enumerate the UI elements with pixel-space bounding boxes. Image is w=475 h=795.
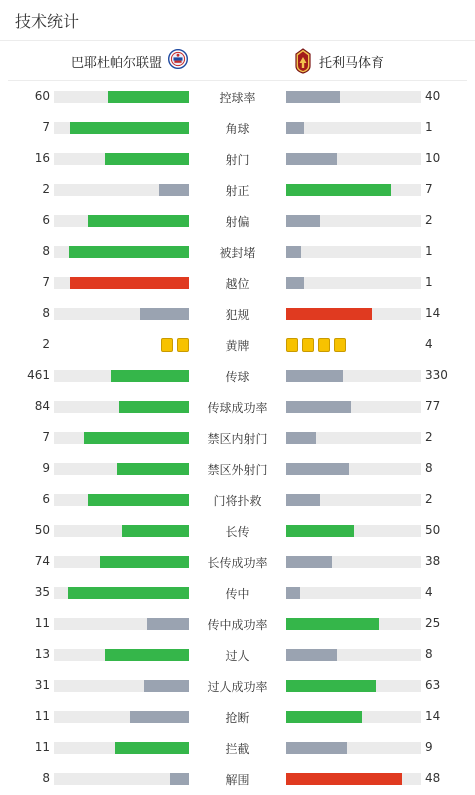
home-bar-fill: [100, 556, 189, 568]
away-team-name[interactable]: 托利马体育: [319, 56, 385, 71]
away-bar-fill: [286, 649, 337, 661]
home-stat-value: 35: [34, 585, 50, 599]
stat-row: [0, 732, 475, 763]
home-stat-value: 7: [42, 275, 50, 289]
stat-label: 控球率: [219, 91, 256, 105]
stat-row: [0, 608, 475, 639]
away-stat-value: 2: [425, 430, 433, 444]
away-bar-track: [286, 215, 421, 227]
home-stat-value: 6: [42, 492, 50, 506]
away-stat-value: 4: [425, 337, 433, 351]
stat-label: 黄牌: [225, 339, 250, 353]
home-stat-value: 8: [42, 771, 50, 785]
stat-label: 犯规: [225, 308, 250, 322]
away-stat-value: 48: [425, 771, 441, 785]
home-stat-value: 13: [34, 647, 50, 661]
stat-row: [0, 515, 475, 546]
away-bar-track: [286, 494, 421, 506]
away-bar-fill: [286, 711, 362, 723]
away-stat-value: 38: [425, 554, 441, 568]
home-bar-fill: [105, 649, 189, 661]
home-bar-track: [54, 122, 189, 134]
home-bar-track: [54, 587, 189, 599]
stat-row: [0, 81, 475, 112]
home-bar-fill: [70, 277, 189, 289]
stat-label: 禁区外射门: [207, 463, 268, 477]
away-stat-value: 8: [425, 647, 433, 661]
away-bar-track: [286, 463, 421, 475]
stat-label: 长传: [225, 525, 250, 539]
home-bar-track: [54, 525, 189, 537]
away-bar-track: [286, 246, 421, 258]
away-bar-fill: [286, 432, 316, 444]
away-bar-fill: [286, 742, 347, 754]
stat-label: 过人: [225, 649, 250, 663]
home-bar-track: [54, 556, 189, 568]
stat-row: [0, 174, 475, 205]
page-title: 技术统计: [15, 12, 80, 31]
home-bar-fill: [84, 432, 189, 444]
home-stat-value: 16: [34, 151, 50, 165]
home-bar-track: [54, 91, 189, 103]
stat-row: [0, 298, 475, 329]
away-bar-fill: [286, 184, 391, 196]
away-bar-fill: [286, 556, 332, 568]
away-bar-fill: [286, 773, 402, 785]
away-bar-track: [286, 556, 421, 568]
away-bar-fill: [286, 215, 320, 227]
home-stat-value: 50: [34, 523, 50, 537]
away-stat-value: 50: [425, 523, 441, 537]
home-bar-track: [54, 184, 189, 196]
away-bar-fill: [286, 246, 301, 258]
away-stat-value: 77: [425, 399, 441, 413]
stat-label: 越位: [225, 277, 250, 291]
stat-label: 抢断: [225, 711, 250, 725]
home-stat-value: 7: [42, 430, 50, 444]
home-bar-track: [54, 401, 189, 413]
home-stat-value: 8: [42, 306, 50, 320]
away-yellow-cards: [286, 338, 346, 351]
stat-row: [0, 639, 475, 670]
home-bar-fill: [68, 587, 190, 599]
away-stat-value: 1: [425, 275, 433, 289]
away-bar-track: [286, 680, 421, 692]
stat-label: 射正: [225, 184, 250, 198]
home-bar-track: [54, 711, 189, 723]
home-stat-value: 31: [34, 678, 50, 692]
divider: [0, 40, 475, 41]
away-bar-track: [286, 649, 421, 661]
stat-label: 角球: [225, 122, 250, 136]
home-stat-value: 84: [34, 399, 50, 413]
away-bar-track: [286, 277, 421, 289]
away-bar-track: [286, 432, 421, 444]
home-bar-track: [54, 649, 189, 661]
home-bar-fill: [119, 401, 189, 413]
away-stat-value: 8: [425, 461, 433, 475]
stat-row: [0, 453, 475, 484]
home-stat-value: 74: [34, 554, 50, 568]
stat-row: [0, 546, 475, 577]
home-bar-fill: [140, 308, 189, 320]
away-bar-fill: [286, 494, 320, 506]
away-bar-fill: [286, 91, 340, 103]
home-stat-value: 11: [34, 616, 50, 630]
away-bar-fill: [286, 525, 354, 537]
home-bar-track: [54, 246, 189, 258]
home-bar-fill: [122, 525, 190, 537]
stat-label: 禁区内射门: [207, 432, 268, 446]
stat-label: 解围: [225, 773, 250, 787]
stat-row: [0, 267, 475, 298]
home-bar-track: [54, 742, 189, 754]
away-bar-track: [286, 153, 421, 165]
home-stat-value: 9: [42, 461, 50, 475]
stat-row: [0, 360, 475, 391]
stat-row: [0, 763, 475, 794]
away-bar-track: [286, 711, 421, 723]
away-bar-fill: [286, 122, 304, 134]
yellow-card-icon: [286, 338, 298, 352]
home-bar-fill: [88, 215, 189, 227]
home-bar-fill: [111, 370, 189, 382]
away-stat-value: 9: [425, 740, 433, 754]
away-stat-value: 14: [425, 709, 441, 723]
away-bar-fill: [286, 463, 349, 475]
home-bar-track: [54, 463, 189, 475]
away-stat-value: 1: [425, 120, 433, 134]
home-bar-track: [54, 432, 189, 444]
home-stat-value: 2: [42, 182, 50, 196]
away-bar-track: [286, 742, 421, 754]
stat-label: 传中成功率: [207, 618, 268, 632]
home-stat-value: 461: [27, 368, 50, 382]
home-bar-fill: [170, 773, 189, 785]
away-stat-value: 10: [425, 151, 441, 165]
away-bar-fill: [286, 587, 300, 599]
away-stat-value: 330: [425, 368, 448, 382]
stat-row: [0, 143, 475, 174]
stat-row: [0, 112, 475, 143]
stat-row: [0, 236, 475, 267]
yellow-card-icon: [177, 338, 189, 352]
stat-label: 射偏: [225, 215, 250, 229]
home-bar-track: [54, 494, 189, 506]
away-bar-track: [286, 308, 421, 320]
away-bar-fill: [286, 618, 379, 630]
stats-list: [0, 81, 475, 794]
away-bar-track: [286, 587, 421, 599]
stat-label: 长传成功率: [207, 556, 268, 570]
yellow-card-icon: [334, 338, 346, 352]
away-bar-track: [286, 618, 421, 630]
away-bar-track: [286, 122, 421, 134]
away-stat-value: 25: [425, 616, 441, 630]
home-yellow-cards: [161, 338, 189, 351]
home-bar-fill: [144, 680, 189, 692]
stat-label: 过人成功率: [207, 680, 268, 694]
home-bar-fill: [105, 153, 189, 165]
home-stat-value: 2: [42, 337, 50, 351]
away-bar-fill: [286, 401, 351, 413]
away-team-crest-icon[interactable]: [293, 48, 313, 74]
stat-row: [0, 205, 475, 236]
team-header: [8, 42, 467, 81]
away-bar-fill: [286, 308, 372, 320]
home-bar-track: [54, 215, 189, 227]
away-bar-fill: [286, 153, 337, 165]
home-bar-fill: [147, 618, 189, 630]
away-stat-value: 1: [425, 244, 433, 258]
away-stat-value: 2: [425, 213, 433, 227]
home-team-name[interactable]: 巴耶杜帕尔联盟: [70, 56, 162, 71]
home-bar-fill: [115, 742, 189, 754]
stat-label: 传中: [225, 587, 250, 601]
away-stat-value: 4: [425, 585, 433, 599]
stat-label: 被封堵: [219, 246, 256, 260]
stat-row: [0, 391, 475, 422]
stat-label: 门将扑救: [213, 494, 262, 508]
away-bar-track: [286, 525, 421, 537]
stat-label: 传球: [225, 370, 250, 384]
stat-row: [0, 422, 475, 453]
home-bar-fill: [108, 91, 189, 103]
stat-label: 射门: [225, 153, 250, 167]
yellow-card-icon: [302, 338, 314, 352]
home-stat-value: 60: [34, 89, 50, 103]
home-bar-track: [54, 308, 189, 320]
home-bar-track: [54, 153, 189, 165]
home-bar-fill: [70, 122, 189, 134]
away-stat-value: 14: [425, 306, 441, 320]
home-bar-track: [54, 618, 189, 630]
away-bar-track: [286, 184, 421, 196]
stat-label: 拦截: [225, 742, 250, 756]
home-stat-value: 6: [42, 213, 50, 227]
away-bar-fill: [286, 277, 304, 289]
home-stat-value: 11: [34, 740, 50, 754]
away-bar-track: [286, 370, 421, 382]
away-bar-track: [286, 91, 421, 103]
stat-row: [0, 484, 475, 515]
away-bar-track: [286, 773, 421, 785]
home-team-crest-icon[interactable]: [168, 49, 188, 69]
home-bar-fill: [159, 184, 189, 196]
home-stat-value: 7: [42, 120, 50, 134]
away-stat-value: 63: [425, 678, 441, 692]
home-stat-value: 8: [42, 244, 50, 258]
home-bar-track: [54, 773, 189, 785]
away-bar-fill: [286, 370, 343, 382]
stat-row: [0, 577, 475, 608]
away-stat-value: 7: [425, 182, 433, 196]
stat-row: [0, 701, 475, 732]
stat-row: [0, 670, 475, 701]
away-stat-value: 2: [425, 492, 433, 506]
away-stat-value: 40: [425, 89, 441, 103]
away-bar-fill: [286, 680, 376, 692]
home-bar-track: [54, 370, 189, 382]
home-bar-fill: [130, 711, 189, 723]
home-bar-fill: [69, 246, 189, 258]
home-bar-track: [54, 277, 189, 289]
home-stat-value: 11: [34, 709, 50, 723]
home-bar-fill: [117, 463, 189, 475]
away-bar-track: [286, 401, 421, 413]
yellow-card-icon: [318, 338, 330, 352]
home-bar-fill: [88, 494, 189, 506]
stat-row: [0, 329, 475, 360]
yellow-card-icon: [161, 338, 173, 352]
home-bar-track: [54, 680, 189, 692]
stat-label: 传球成功率: [207, 401, 268, 415]
